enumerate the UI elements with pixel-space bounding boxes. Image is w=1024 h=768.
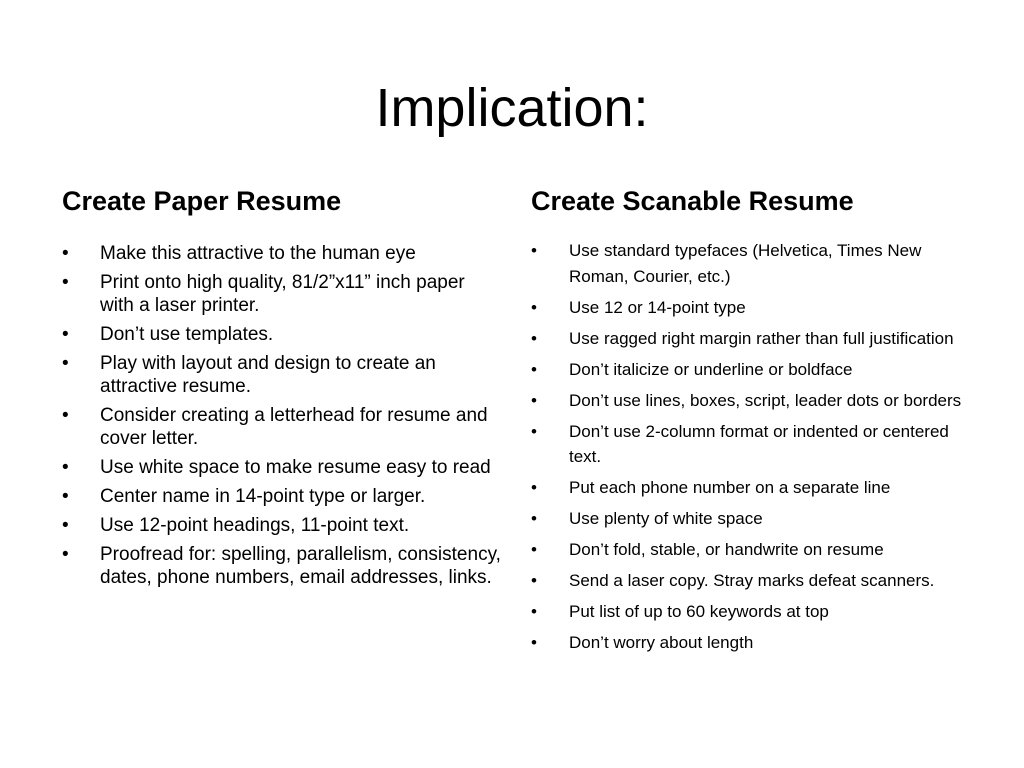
bullet-icon: • (531, 241, 537, 260)
scanable-resume-list (531, 238, 971, 661)
list-item-text: Don’t fold, stable, or handwrite on resume (569, 540, 884, 559)
list-item-text: Print onto high quality, 81/2”x11” inch paper with a laser printer. (100, 272, 465, 316)
bullet-icon: • (531, 359, 537, 379)
list-item (62, 242, 502, 265)
list-item (62, 404, 502, 450)
list-item (62, 485, 502, 508)
list-item (62, 514, 502, 537)
bullet-icon: • (531, 478, 537, 497)
list-item-text: Make this attractive to the human eye (100, 243, 416, 264)
bullet-icon: • (531, 421, 537, 441)
slide-title: Implication: (375, 78, 649, 138)
list-item (62, 323, 502, 346)
list-item (531, 295, 971, 321)
bullet-icon: • (62, 544, 69, 565)
list-item (531, 537, 971, 563)
paper-resume-list (62, 242, 502, 595)
bullet-icon: • (531, 509, 537, 528)
bullet-icon: • (62, 353, 69, 374)
list-item-text: Play with layout and design to create an attractive resume. (100, 353, 436, 397)
list-item-text: Don’t italicize or underline or boldface (569, 359, 853, 379)
list-item-text: Use white space to make resume easy to read (100, 457, 491, 478)
bullet-icon: • (531, 633, 537, 652)
list-item-text: Send a laser copy. Stray marks defeat scanners. (569, 571, 935, 590)
list-item (531, 419, 971, 470)
list-item (531, 326, 971, 352)
list-item-text: Don’t worry about length (569, 633, 754, 652)
list-item-text: Don’t use lines, boxes, script, leader dots or borders (569, 390, 962, 410)
list-item-text: Don’t use templates. (100, 324, 274, 345)
list-item (531, 599, 971, 625)
bullet-icon: • (62, 324, 69, 345)
list-item (62, 352, 502, 398)
list-item-text: Put each phone number on a separate line (569, 478, 891, 497)
list-item-text: Use plenty of white space (569, 509, 763, 528)
bullet-icon: • (531, 297, 537, 317)
scanable-resume-heading: Create Scanable Resume (531, 186, 854, 216)
bullet-icon: • (62, 272, 69, 293)
list-item-text: Proofread for: spelling, parallelism, consistency, dates, phone numbers, email addresses, links. (100, 544, 501, 588)
bullet-icon: • (531, 602, 537, 621)
list-item (62, 271, 502, 317)
bullet-icon: • (62, 486, 69, 507)
bullet-icon: • (62, 243, 69, 264)
list-item (62, 543, 502, 589)
list-item (531, 506, 971, 532)
bullet-icon: • (531, 390, 537, 410)
bullet-icon: • (62, 405, 69, 426)
list-item (531, 475, 971, 501)
list-item-text: Use standard typefaces (Helvetica, Times New Roman, Courier, etc.) (569, 241, 922, 286)
bullet-icon: • (62, 457, 69, 478)
list-item-text: Put list of up to 60 keywords at top (569, 602, 829, 621)
list-item-text: Center name in 14-point type or larger. (100, 486, 426, 507)
list-item (531, 357, 971, 383)
list-item (531, 630, 971, 656)
list-item-text: Use 12-point headings, 11-point text. (100, 515, 410, 536)
list-item (531, 388, 971, 414)
list-item (531, 238, 971, 289)
bullet-icon: • (531, 328, 537, 348)
bullet-icon: • (531, 571, 537, 590)
list-item-text: Don’t use 2-column format or indented or centered text. (569, 421, 949, 466)
bullet-icon: • (62, 515, 69, 536)
list-item-text: Use 12 or 14-point type (569, 297, 746, 317)
bullet-icon: • (531, 540, 537, 559)
list-item-text: Consider creating a letterhead for resume and cover letter. (100, 405, 488, 449)
list-item-text: Use ragged right margin rather than full justification (569, 328, 954, 348)
paper-resume-heading: Create Paper Resume (62, 186, 342, 216)
list-item (531, 568, 971, 594)
list-item (62, 456, 502, 479)
